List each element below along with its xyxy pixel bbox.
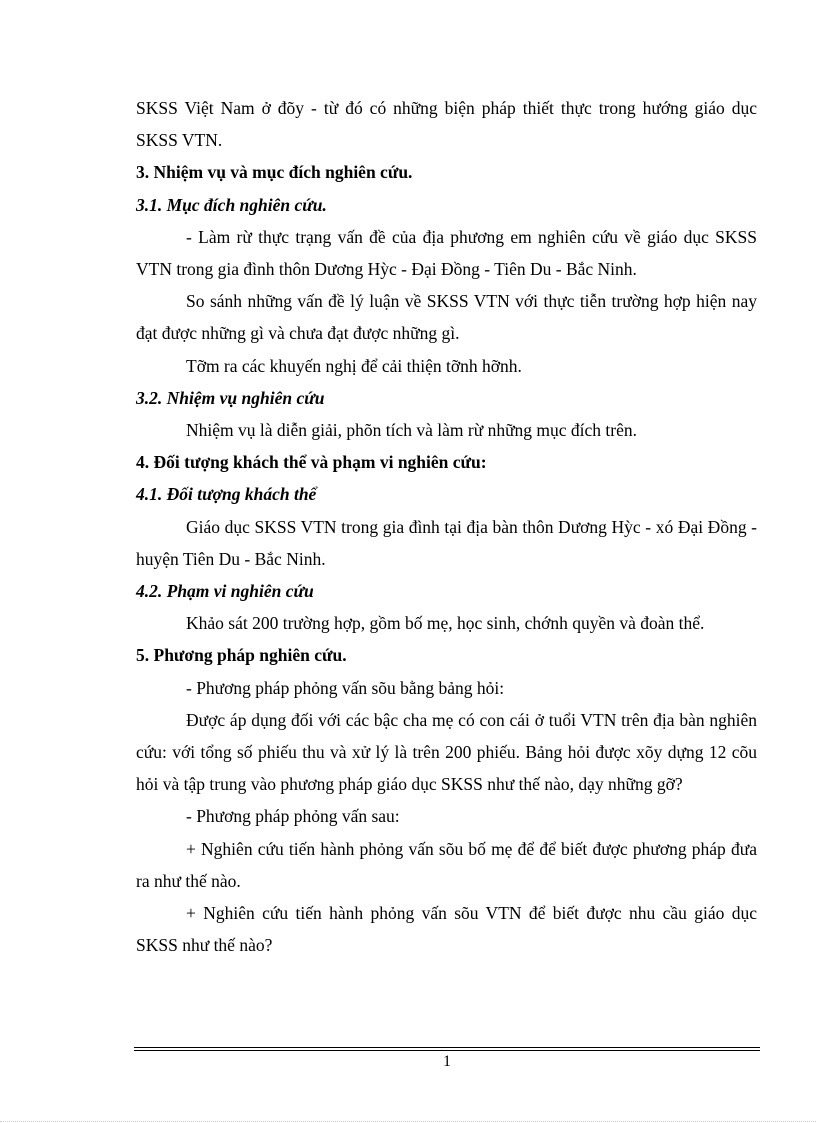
paragraph: Khảo sát 200 trường hợp, gồm bố mẹ, học sinh, chớnh quyền và đoàn thể.: [186, 613, 705, 634]
paragraph: So sánh những vấn đề lý luận về SKSS VTN với thực tiễn trường hợp hiện nay đạt được những gì và chưa đạt được những gì.: [136, 291, 757, 344]
paragraph: - Phương pháp phỏng vấn sõu bằng bảng hỏi:: [186, 677, 505, 698]
page-body: [136, 92, 757, 961]
footer-divider: [134, 1047, 760, 1048]
subsection-heading: 4.2. Phạm vi nghiên cứu: [136, 581, 314, 602]
paragraph: - Phương pháp phỏng vấn sau:: [186, 806, 400, 827]
paragraph: Tỡm ra các khuyến nghị để cải thiện tỡnh hỡnh.: [186, 355, 522, 376]
paragraph: Nhiệm vụ là diễn giải, phõn tích và làm rừ những mục đích trên.: [186, 420, 638, 441]
section-heading: 4. Đối tượng khách thể và phạm vi nghiên cứu:: [136, 452, 487, 473]
section-heading: 3. Nhiệm vụ và mục đích nghiên cứu.: [136, 162, 413, 183]
paragraph: + Nghiên cứu tiến hành phỏng vấn sõu VTN để biết được nhu cầu giáo dục SKSS như thế nào?: [136, 903, 757, 956]
subsection-heading: 4.1. Đối tượng khách thể: [136, 484, 317, 505]
paragraph: Giáo dục SKSS VTN trong gia đình tại địa bàn thôn Dương Hỳc - xó Đại Đồng - huyện Tiên Du - Bắc Ninh.: [136, 516, 757, 569]
paragraph: SKSS Việt Nam ở đõy - từ đó có những biện pháp thiết thực trong hướng giáo dục SKSS VTN.: [136, 98, 757, 151]
page-edge-divider: [0, 1121, 816, 1122]
footer-divider: [134, 1050, 760, 1051]
paragraph: Được áp dụng đối với các bậc cha mẹ có con cái ở tuổi VTN trên địa bàn nghiên cứu: với tổng số phiếu thu và xử lý là trên 200 phiếu. Bảng hỏi được xõy dựng 12 cõu hỏi và tập trung vào phương pháp giáo dục SKSS như thế nào, dạy những gỡ?: [136, 709, 757, 795]
subsection-heading: 3.2. Nhiệm vụ nghiên cứu: [136, 387, 325, 408]
paragraph: - Làm rừ thực trạng vấn đề của địa phương em nghiên cứu về giáo dục SKSS VTN trong gia đình thôn Dương Hỳc - Đại Đồng - Tiên Du - Bắc Ninh.: [136, 226, 757, 280]
section-heading: 5. Phương pháp nghiên cứu.: [136, 645, 347, 666]
page-number: 1: [443, 1053, 451, 1070]
subsection-heading: 3.1. Mục đích nghiên cứu.: [136, 194, 327, 215]
paragraph: + Nghiên cứu tiến hành phỏng vấn sõu bố mẹ để để biết được phương pháp đưa ra như thế nào.: [136, 838, 757, 891]
